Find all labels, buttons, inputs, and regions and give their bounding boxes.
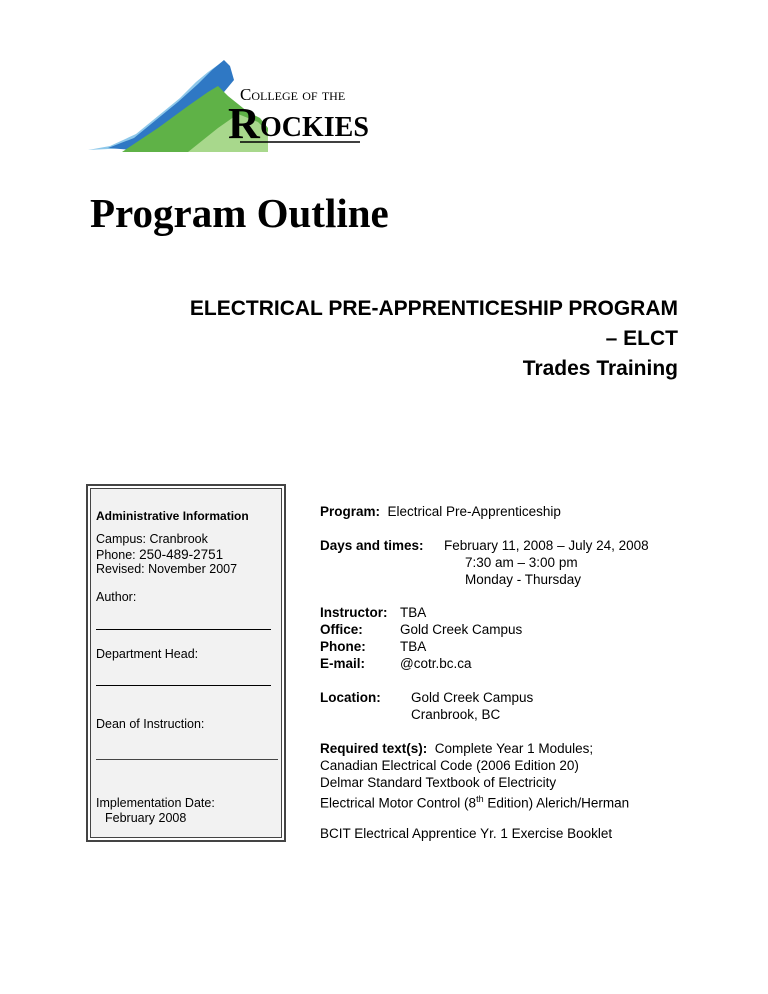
implementation-date: February 2008	[105, 811, 187, 825]
program-heading-line2: – ELCT	[605, 327, 678, 350]
location-line1: Gold Creek Campus	[411, 690, 534, 705]
office-label: Office:	[320, 622, 363, 637]
days-line2: 7:30 am – 3:00 pm	[465, 555, 578, 570]
page-title: Program Outline	[90, 190, 389, 236]
admin-phone-number: 250-489-2751	[139, 547, 224, 562]
days-line1: February 11, 2008 – July 24, 2008	[444, 538, 649, 553]
program-row	[320, 503, 561, 520]
admin-campus: Campus: Cranbrook	[96, 532, 208, 546]
author-label: Author:	[96, 590, 137, 604]
author-signature-line	[96, 629, 271, 630]
required-texts-row	[320, 740, 593, 757]
logo-rockies-text: OCKIES	[260, 112, 368, 143]
program-value: Electrical Pre-Apprenticeship	[387, 504, 561, 519]
instructor-label: Instructor:	[320, 605, 388, 620]
admin-heading: Administrative Information	[96, 509, 249, 523]
days-label: Days and times:	[320, 538, 424, 553]
location-label: Location:	[320, 690, 381, 705]
email-label: E-mail:	[320, 656, 366, 671]
days-line3: Monday - Thursday	[465, 572, 582, 587]
required-texts-label: Required text(s):	[320, 741, 428, 756]
email-value: @cotr.bc.ca	[400, 656, 472, 671]
program-heading	[60, 294, 678, 384]
admin-info-box	[86, 484, 286, 842]
dean-signature-line	[96, 759, 278, 760]
dept-head-label: Department Head:	[96, 647, 199, 661]
phone-value: TBA	[400, 639, 427, 654]
admin-revised: Revised: November 2007	[96, 562, 238, 576]
admin-info-panel	[90, 488, 282, 838]
required-text-3: Delmar Standard Textbook of Electricity	[320, 775, 557, 790]
instructor-value: TBA	[400, 605, 427, 620]
college-logo	[88, 58, 368, 154]
phone-label: Phone:	[320, 639, 366, 654]
admin-phone-label: Phone:	[96, 548, 140, 562]
required-text-1: Complete Year 1 Modules;	[434, 741, 594, 756]
program-heading-line1: ELECTRICAL PRE-APPRENTICESHIP PROGRAM	[189, 297, 678, 320]
required-text-2: Canadian Electrical Code (2006 Edition 20)	[320, 758, 579, 773]
required-text-5: BCIT Electrical Apprentice Yr. 1 Exercise Booklet	[320, 826, 613, 841]
dept-head-signature-line	[96, 685, 271, 686]
required-text-4: Electrical Motor Control (8th Edition) Alerich/Herman	[320, 794, 630, 811]
logo-initial-r: R	[228, 99, 260, 148]
program-label: Program:	[320, 504, 381, 519]
location-line2: Cranbrook, BC	[411, 707, 501, 722]
implementation-label: Implementation Date:	[96, 796, 215, 810]
dean-label: Dean of Instruction:	[96, 717, 205, 731]
office-value: Gold Creek Campus	[400, 622, 523, 637]
logo-line1-text: College of the	[240, 85, 346, 104]
program-heading-line3: Trades Training	[522, 357, 678, 380]
admin-phone	[96, 547, 223, 563]
mountain-logo-graphic	[88, 58, 368, 154]
